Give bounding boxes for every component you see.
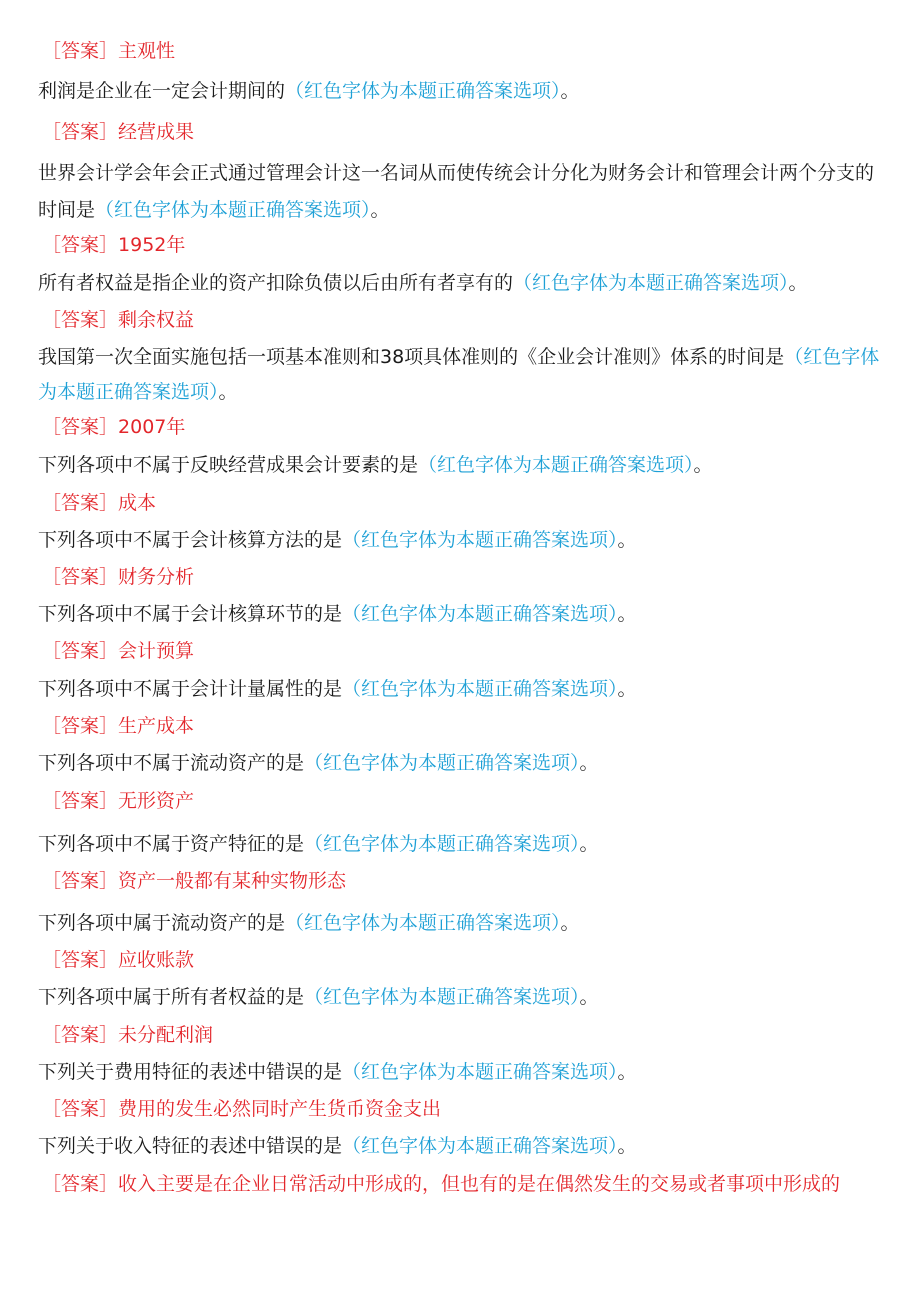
question-text: 下列各项中不属于会计核算方法的是 [38,529,343,551]
answer-line [42,1167,892,1202]
answer-text: 剩余权益 [118,309,195,331]
answer-prefix: ［答案］ [42,121,119,143]
hint-text: （红色字体为本题正确答案选项） [342,678,618,700]
hint-text: （红色字体为本题正确答案选项） [304,986,580,1008]
question-line [38,74,888,109]
hint-text: （红色字体为本题正确答案选项） [342,1135,618,1157]
hint-text: （红色字体为本题正确答案选项） [285,80,561,102]
answer-text: 1952年 [118,234,186,256]
answer-line [42,709,892,744]
hint-text: （红色字体为本题正确答案选项） [342,529,618,551]
period-mark: 。 [617,603,637,625]
question-line [38,448,888,483]
answer-prefix: ［答案］ [42,949,119,971]
period-mark: 。 [617,678,637,700]
question-line [38,672,888,707]
answer-prefix: ［答案］ [42,40,119,62]
question-text: 下列关于费用特征的表述中错误的是 [38,1061,343,1083]
hint-text: （红色字体为本题正确答案选项） [285,912,561,934]
question-line [38,906,888,941]
answer-text: 收入主要是在企业日常活动中形成的，但也有的是在偶然发生的交易或者事项中形成的 [118,1173,841,1195]
answer-line [42,410,892,445]
period-mark: 。 [617,1061,637,1083]
period-mark: 。 [617,1135,637,1157]
answer-prefix: ［答案］ [42,1024,119,1046]
answer-line [42,560,892,595]
answer-prefix: ［答案］ [42,640,119,662]
hint-text: （红色字体为本题正确答案选项） [513,272,789,294]
answer-prefix: ［答案］ [42,566,119,588]
answer-text: 财务分析 [118,566,195,588]
question-text: 所有者权益是指企业的资产扣除负债以后由所有者享有的 [38,272,514,294]
period-mark: 。 [693,454,713,476]
answer-prefix: ［答案］ [42,416,119,438]
answer-line [42,34,892,69]
period-mark: 。 [218,381,238,403]
question-text: 下列各项中属于流动资产的是 [38,912,286,934]
answer-line [42,1018,892,1053]
question-text: 我国第一次全面实施包括一项基本准则和38项具体准则的《企业会计准则》体系的时间是 [38,346,785,368]
answer-text: 2007年 [118,416,186,438]
answer-prefix: ［答案］ [42,234,119,256]
answer-text: 生产成本 [118,715,195,737]
hint-text: （红色字体为本题正确答案选项） [38,346,880,403]
answer-text: 应收账款 [118,949,195,971]
answer-text: 主观性 [118,40,176,62]
question-text: 下列各项中属于所有者权益的是 [38,986,305,1008]
answer-prefix: ［答案］ [42,790,119,812]
answer-prefix: ［答案］ [42,715,119,737]
question-line [38,1055,888,1090]
answer-line [42,864,892,899]
hint-text: （红色字体为本题正确答案选项） [342,1061,618,1083]
answer-line [42,943,892,978]
period-mark: 。 [370,199,390,221]
question-line [38,340,888,410]
hint-text: （红色字体为本题正确答案选项） [418,454,694,476]
answer-prefix: ［答案］ [42,870,119,892]
period-mark: 。 [617,529,637,551]
answer-text: 资产一般都有某种实物形态 [118,870,347,892]
question-text: 下列各项中不属于流动资产的是 [38,752,305,774]
period-mark: 。 [579,752,599,774]
question-text: 下列各项中不属于资产特征的是 [38,833,305,855]
question-line [38,266,888,301]
period-mark: 。 [560,912,580,934]
question-text: 下列各项中不属于反映经营成果会计要素的是 [38,454,419,476]
question-line [38,746,888,781]
question-text: 下列各项中不属于会计计量属性的是 [38,678,343,700]
period-mark: 。 [579,833,599,855]
answer-text: 费用的发生必然同时产生货币资金支出 [118,1098,442,1120]
answer-prefix: ［答案］ [42,1098,119,1120]
answer-line [42,1092,892,1127]
answer-text: 经营成果 [118,121,195,143]
answer-text: 未分配利润 [118,1024,214,1046]
answer-text: 无形资产 [118,790,195,812]
hint-text: （红色字体为本题正确答案选项） [304,833,580,855]
question-text: 下列各项中不属于会计核算环节的是 [38,603,343,625]
answer-line [42,303,892,338]
answer-line [42,486,892,521]
hint-text: （红色字体为本题正确答案选项） [95,199,371,221]
period-mark: 。 [579,986,599,1008]
hint-text: （红色字体为本题正确答案选项） [304,752,580,774]
question-text: 利润是企业在一定会计期间的 [38,80,286,102]
answer-prefix: ［答案］ [42,492,119,514]
answer-line [42,634,892,669]
question-line [38,1129,888,1164]
answer-text: 会计预算 [118,640,195,662]
period-mark: 。 [560,80,580,102]
answer-line [42,228,892,263]
hint-text: （红色字体为本题正确答案选项） [342,603,618,625]
question-line [38,980,888,1015]
answer-prefix: ［答案］ [42,309,119,331]
answer-line [42,115,892,150]
question-line [38,827,888,862]
question-line [38,155,888,229]
answer-prefix: ［答案］ [42,1173,119,1195]
answer-text: 成本 [118,492,157,514]
question-line [38,597,888,632]
answer-line [42,784,892,819]
question-line [38,523,888,558]
period-mark: 。 [788,272,808,294]
question-text: 世界会计学会年会正式通过管理会计这一名词从而使传统会计分化为财务会计和管理会计两个分支的 时间是 [38,162,875,221]
question-text: 下列关于收入特征的表述中错误的是 [38,1135,343,1157]
